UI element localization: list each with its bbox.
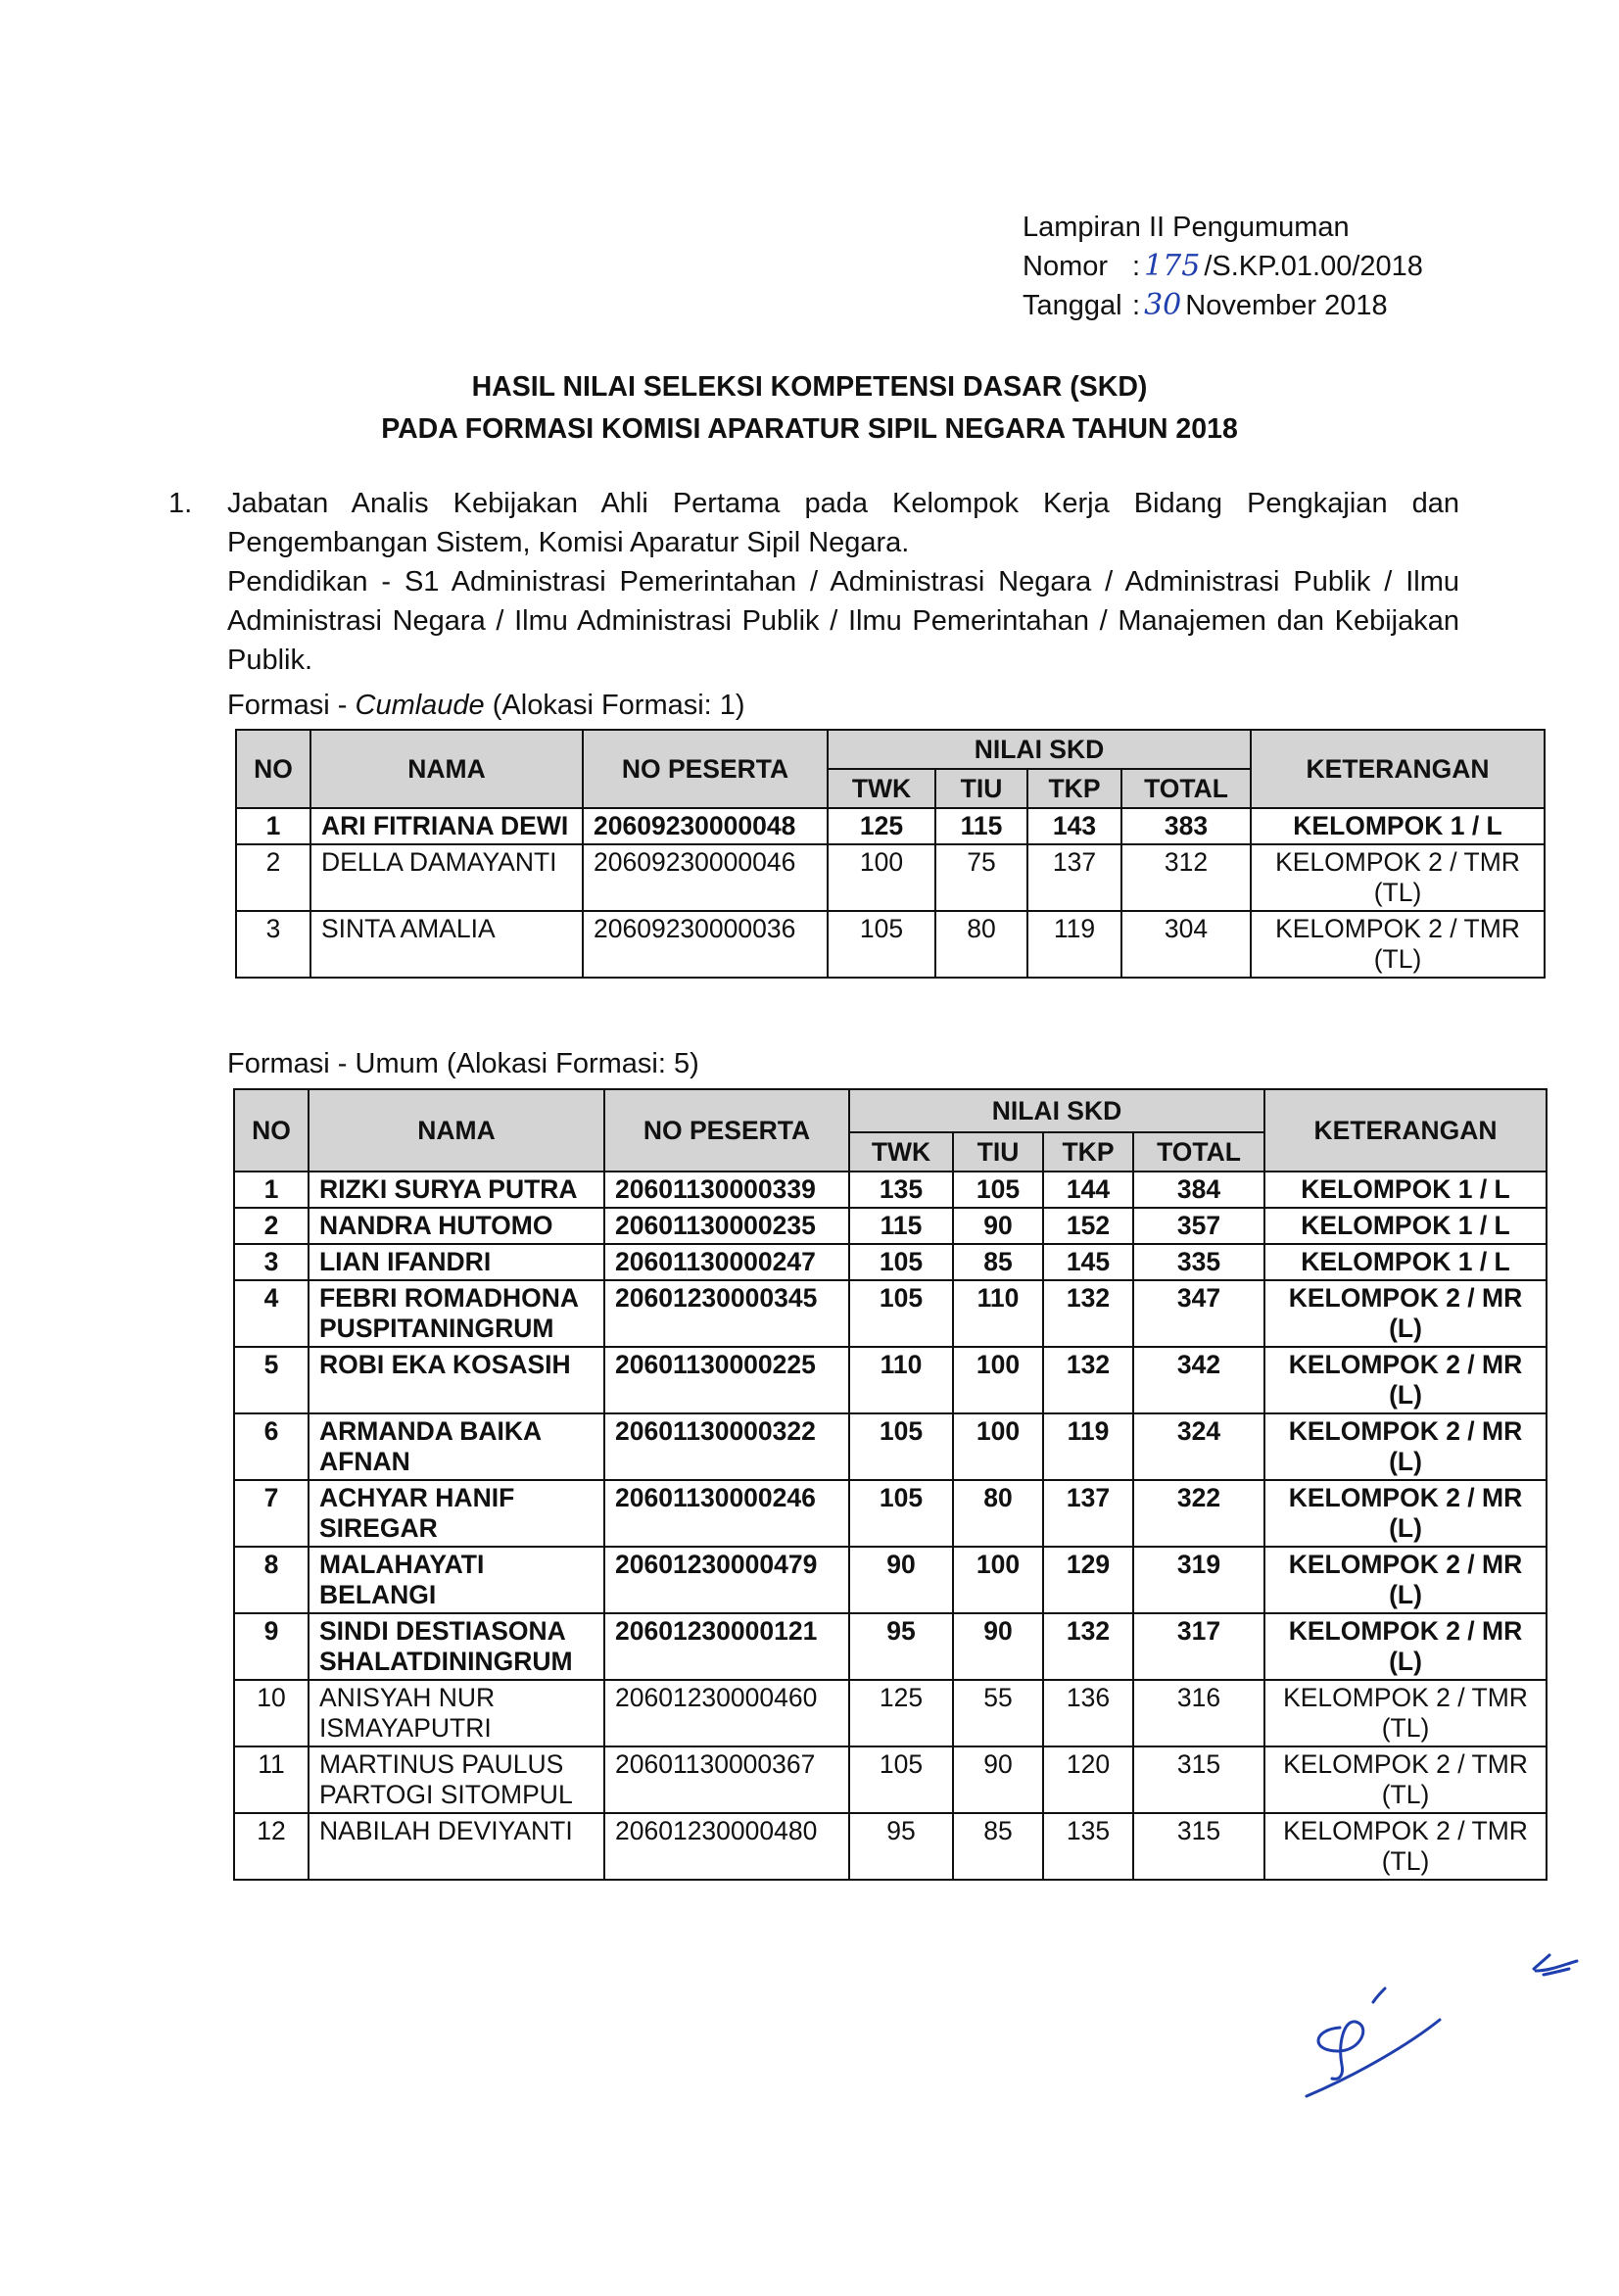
jabatan-text: Jabatan Analis Kebijakan Ahli Pertama pada Kelompok Kerja Bidang Pengkajian dan Pengembangan Sistem, Komisi Aparatur Sipil Negara. [227,488,1459,558]
cell-tiu: 80 [935,911,1027,978]
cell-total: 347 [1133,1280,1264,1347]
cell-tkp: 143 [1027,808,1121,844]
cell-tkp: 132 [1043,1613,1133,1680]
cell-keterangan: KELOMPOK 2 / MR (L) [1264,1547,1547,1613]
cell-tkp: 137 [1043,1480,1133,1547]
cell-nama: ROBI EKA KOSASIH [309,1347,604,1413]
cell-no-peserta: 20601130000235 [604,1208,849,1244]
cell-no: 11 [234,1746,309,1813]
cell-keterangan: KELOMPOK 2 / TMR (TL) [1264,1813,1547,1880]
cell-no-peserta: 20601130000225 [604,1347,849,1413]
cell-keterangan: KELOMPOK 2 / MR (L) [1264,1480,1547,1547]
table-row [234,1813,1547,1880]
cell-tiu: 75 [935,844,1027,911]
header-no-peserta: NO PESERTA [583,730,828,808]
cell-tkp: 136 [1043,1680,1133,1746]
nomor-handwritten: 175 [1144,249,1201,283]
header-twk: TWK [849,1132,953,1172]
cell-tiu: 80 [953,1480,1043,1547]
cell-keterangan: KELOMPOK 1 / L [1264,1208,1547,1244]
cell-keterangan: KELOMPOK 2 / MR (L) [1264,1347,1547,1413]
cell-total: 322 [1133,1480,1264,1547]
cell-twk: 90 [849,1547,953,1613]
header-tkp: TKP [1027,769,1121,808]
header-keterangan: KETERANGAN [1251,730,1545,808]
table-row [234,1347,1547,1413]
cell-nama: LIAN IFANDRI [309,1244,604,1280]
cell-no-peserta: 20601130000367 [604,1746,849,1813]
cell-nama: ANISYAH NUR ISMAYAPUTRI [309,1680,604,1746]
table-row [234,1280,1547,1347]
cell-tkp: 137 [1027,844,1121,911]
cell-total: 384 [1133,1172,1264,1208]
cell-twk: 125 [849,1680,953,1746]
nomor-value: /S.KP.01.00/2018 [1204,251,1423,282]
formasi-cumlaude-caption [227,686,745,725]
cell-twk: 95 [849,1813,953,1880]
cell-tiu: 100 [953,1547,1043,1613]
cell-total: 312 [1121,844,1251,911]
cell-nama: DELLA DAMAYANTI [310,844,583,911]
header-tkp: TKP [1043,1132,1133,1172]
section-number: 1. [168,488,193,519]
table-row [234,1480,1547,1547]
cell-no: 10 [234,1680,309,1746]
umum-results-table [233,1088,1548,1881]
cell-no-peserta: 20609230000048 [583,808,828,844]
cell-no-peserta: 20601230000460 [604,1680,849,1746]
table-row [234,1244,1547,1280]
header-nama: NAMA [310,730,583,808]
cell-no: 3 [234,1244,309,1280]
cell-twk: 105 [849,1280,953,1347]
cell-nama: ARMANDA BAIKA AFNAN [309,1413,604,1480]
cell-no: 3 [236,911,310,978]
cell-no-peserta: 20601230000480 [604,1813,849,1880]
cell-twk: 105 [849,1480,953,1547]
cell-tkp: 145 [1043,1244,1133,1280]
table-row [236,911,1545,978]
header-no: NO [234,1089,309,1172]
cell-nama: ARI FITRIANA DEWI [310,808,583,844]
header-tiu: TIU [953,1132,1043,1172]
cell-tiu: 90 [953,1208,1043,1244]
cell-no: 1 [234,1172,309,1208]
cell-tiu: 90 [953,1746,1043,1813]
cell-twk: 105 [849,1746,953,1813]
header-twk: TWK [828,769,935,808]
table-row [236,844,1545,911]
cell-twk: 135 [849,1172,953,1208]
cell-twk: 125 [828,808,935,844]
cell-no: 2 [236,844,310,911]
cell-total: 319 [1133,1547,1264,1613]
cell-no-peserta: 20601130000247 [604,1244,849,1280]
lampiran-block [1023,208,1423,325]
table-row [234,1172,1547,1208]
cell-total: 357 [1133,1208,1264,1244]
cell-no: 9 [234,1613,309,1680]
cell-no-peserta: 20601230000345 [604,1280,849,1347]
header-nilai-skd: NILAI SKD [849,1089,1264,1132]
cell-twk: 105 [849,1413,953,1480]
cell-tkp: 135 [1043,1813,1133,1880]
cell-no: 7 [234,1480,309,1547]
table-row [236,808,1545,844]
tanggal-handwritten: 30 [1144,288,1182,322]
title-line-2: PADA FORMASI KOMISI APARATUR SIPIL NEGARA TAHUN 2018 [381,413,1238,445]
header-total: TOTAL [1133,1132,1264,1172]
cell-twk: 95 [849,1613,953,1680]
cell-no-peserta: 20601230000121 [604,1613,849,1680]
cell-total: 383 [1121,808,1251,844]
cell-total: 315 [1133,1746,1264,1813]
section-1 [168,484,1459,680]
caption-italic: Cumlaude [355,690,485,721]
cell-keterangan: KELOMPOK 2 / TMR (TL) [1264,1746,1547,1813]
cell-total: 315 [1133,1813,1264,1880]
cell-tiu: 110 [953,1280,1043,1347]
cell-no: 2 [234,1208,309,1244]
cell-tkp: 132 [1043,1280,1133,1347]
cell-tiu: 115 [935,808,1027,844]
cell-nama: NABILAH DEVIYANTI [309,1813,604,1880]
header-nama: NAMA [309,1089,604,1172]
cell-total: 317 [1133,1613,1264,1680]
tanggal-colon: : [1132,290,1141,321]
cell-no: 6 [234,1413,309,1480]
table-row [234,1208,1547,1244]
cell-twk: 105 [828,911,935,978]
cell-no-peserta: 20601130000339 [604,1172,849,1208]
cell-keterangan: KELOMPOK 1 / L [1264,1172,1547,1208]
cell-twk: 105 [849,1244,953,1280]
cell-total: 316 [1133,1680,1264,1746]
cell-nama: FEBRI ROMADHONA PUSPITANINGRUM [309,1280,604,1347]
cell-no-peserta: 20601130000322 [604,1413,849,1480]
header-total: TOTAL [1121,769,1251,808]
cell-twk: 100 [828,844,935,911]
cell-tkp: 132 [1043,1347,1133,1413]
cell-tiu: 105 [953,1172,1043,1208]
cell-tkp: 119 [1027,911,1121,978]
cell-no: 12 [234,1813,309,1880]
signature-initials-icon [1293,1949,1587,2106]
caption-suffix: (Alokasi Formasi: 1) [484,690,745,721]
cell-tkp: 119 [1043,1413,1133,1480]
cell-nama: SINDI DESTIASONA SHALATDININGRUM [309,1613,604,1680]
nomor-colon: : [1132,251,1141,282]
cell-no: 4 [234,1280,309,1347]
title-line-1: HASIL NILAI SELEKSI KOMPETENSI DASAR (SKD) [471,371,1148,403]
cell-nama: MALAHAYATI BELANGI [309,1547,604,1613]
document-title [0,366,1619,451]
formasi-umum-caption: Formasi - Umum (Alokasi Formasi: 5) [227,1048,699,1079]
cell-nama: RIZKI SURYA PUTRA [309,1172,604,1208]
cell-keterangan: KELOMPOK 2 / TMR (TL) [1264,1680,1547,1746]
cell-no-peserta: 20609230000036 [583,911,828,978]
cell-total: 324 [1133,1413,1264,1480]
nomor-label: Nomor [1023,251,1109,282]
cell-nama: ACHYAR HANIF SIREGAR [309,1480,604,1547]
cell-keterangan: KELOMPOK 2 / MR (L) [1264,1280,1547,1347]
pendidikan-text: Pendidikan - S1 Administrasi Pemerintahan / Administrasi Negara / Administrasi Publik / Ilmu Administrasi Negara / Ilmu Administrasi Publik / Ilmu Pemerintahan / Manajemen dan Kebijakan Publik. [227,566,1459,676]
header-tiu: TIU [935,769,1027,808]
cell-tiu: 100 [953,1347,1043,1413]
caption-prefix: Formasi - [227,690,356,721]
cell-keterangan: KELOMPOK 2 / TMR (TL) [1251,844,1545,911]
cell-tiu: 100 [953,1413,1043,1480]
cell-keterangan: KELOMPOK 2 / MR (L) [1264,1613,1547,1680]
cell-tiu: 85 [953,1813,1043,1880]
cumlaude-results-table [235,729,1546,979]
cell-keterangan: KELOMPOK 1 / L [1251,808,1545,844]
cell-twk: 115 [849,1208,953,1244]
umum-table-body [234,1172,1547,1880]
cell-tkp: 152 [1043,1208,1133,1244]
cell-no: 1 [236,808,310,844]
cell-tiu: 85 [953,1244,1043,1280]
header-keterangan: KETERANGAN [1264,1089,1547,1172]
table-row [234,1746,1547,1813]
cell-no: 8 [234,1547,309,1613]
cell-no-peserta: 20601230000479 [604,1547,849,1613]
cell-nama: SINTA AMALIA [310,911,583,978]
cell-nama: MARTINUS PAULUS PARTOGI SITOMPUL [309,1746,604,1813]
cell-total: 342 [1133,1347,1264,1413]
header-nilai-skd: NILAI SKD [828,730,1251,769]
cell-no-peserta: 20601130000246 [604,1480,849,1547]
table-row [234,1613,1547,1680]
cell-no: 5 [234,1347,309,1413]
cell-keterangan: KELOMPOK 2 / TMR (TL) [1251,911,1545,978]
table-row [234,1680,1547,1746]
lampiran-title: Lampiran II Pengumuman [1023,212,1350,243]
cell-no-peserta: 20609230000046 [583,844,828,911]
header-no-peserta: NO PESERTA [604,1089,849,1172]
tanggal-value: November 2018 [1185,290,1388,321]
tanggal-label: Tanggal [1023,290,1122,321]
header-no: NO [236,730,310,808]
table-row [234,1413,1547,1480]
cell-nama: NANDRA HUTOMO [309,1208,604,1244]
tanggal-line [1023,286,1423,325]
cell-twk: 110 [849,1347,953,1413]
cell-total: 335 [1133,1244,1264,1280]
cell-tkp: 144 [1043,1172,1133,1208]
cumlaude-table-body [236,808,1545,978]
nomor-line [1023,247,1423,286]
cell-tkp: 120 [1043,1746,1133,1813]
cell-total: 304 [1121,911,1251,978]
cell-tkp: 129 [1043,1547,1133,1613]
table-row [234,1547,1547,1613]
cell-tiu: 90 [953,1613,1043,1680]
cell-tiu: 55 [953,1680,1043,1746]
cell-keterangan: KELOMPOK 2 / MR (L) [1264,1413,1547,1480]
cell-keterangan: KELOMPOK 1 / L [1264,1244,1547,1280]
